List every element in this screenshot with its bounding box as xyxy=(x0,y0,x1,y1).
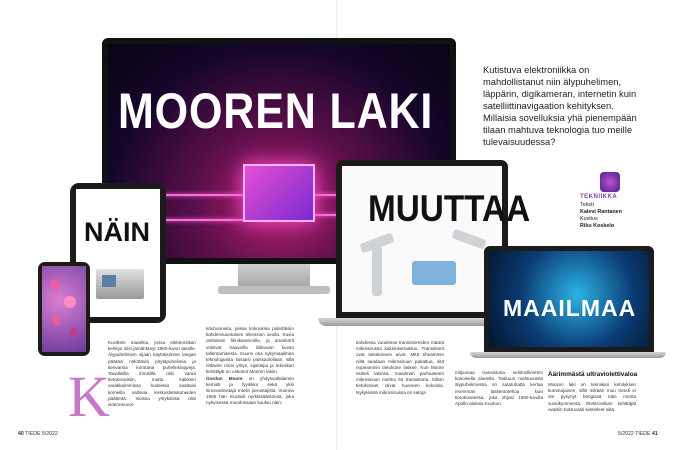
body-column-4: miljoonaa transistoria neliömillimetrin kokoisella alueella. Taskuun mahtuvassa älypuhelimessa on satatuhatta kertaa enemmän laskentotehoa kuin tietokoneessa, joka ohjasi 1960-luvulla Apollo-aluksia Kuuhun. xyxy=(455,370,543,407)
photo-label: Kuvitus xyxy=(580,216,598,222)
brain-image xyxy=(489,251,649,347)
tekniikka-icon xyxy=(600,172,620,192)
lead-paragraph: Kutistuva elektroniikka on mahdollistanut niin älypuhelimen, läppärin, digikameran, internetin kuin satelliittinavigaation kehityksen. Millaisia sovelluksia yhä pienempään tilaan mahtuva teknologia tuo meille tulevaisuudessa? xyxy=(483,64,637,147)
body-column-2: teluhuoneita, joissa kokouksia pidettäisiin kahdensuuntaisen television avulla. Kuvia otettaisiin filmikameroilla, ja amatöörit voisivat haaveilla liikkuvan kuvan tallentamisesta. Suurin osa nykymaailman teknologiasta loistaisi poissaolollaan, sillä riittävän moni yritys, sijoittajia ja tekniikan kehittäjät on uskonut Mooren lakiin. Gordon Moore on yhdysvaltalainen kemisti ja fyysikko sekä yksi sirusvalmistaja Intelin perustajista. Vuonna 1965 hän muotoili nyrkkisääntönsä, joka nykyisessä muodossaan kuuluu näin: xyxy=(206,326,294,406)
body-column-3: kahdessa vuodessa transistoreiden määrä mikrosirussa kaksinkertaistuu. Transistorit ovat tietokoneen aivot. Mitä tiheämmin niitä saadaan mikrosiruun pakattua, sitä nopeammin tietokone laskee. Kun Moore esitteli lakinsa, maailman parhaaseen mikrosiruun mahtui 64 transistoria. Silloin tietokoneet olivat huoneen kokoisia. Nykyisissä mikrosiruissa on satoja xyxy=(356,340,444,395)
robot-arm-image xyxy=(372,246,382,296)
lab-equipment-image xyxy=(412,261,456,285)
body-column-5: Mooren laki on tekniikan kehityksen kummajainen, sillä mikään muu trendi ei ole pysynyt bengissä näin monta vuosikymmentä. Elektroniikan kehittäjät ovatkin toistuvasti kiistelleet siitä, xyxy=(548,382,636,412)
section-category: TEKNIIKKA xyxy=(580,194,618,200)
molecule-atom xyxy=(52,316,61,325)
molecule-image xyxy=(42,266,86,352)
headline-muuttaa: MUUTTAA xyxy=(368,188,531,229)
lithography-machine-image xyxy=(96,269,144,299)
microchip xyxy=(243,164,315,222)
molecule-atom xyxy=(50,280,60,290)
drop-cap: K xyxy=(68,364,110,429)
headline-nain: NÄIN xyxy=(84,217,150,247)
laptop-screen xyxy=(342,166,531,312)
headline-maailmaa: MAAILMAA xyxy=(503,295,637,321)
laptop-illustration xyxy=(336,160,531,318)
headline-mooren-laki: MOOREN LAKI xyxy=(118,83,434,139)
monitor-base xyxy=(218,286,330,294)
molecule-atom xyxy=(70,328,78,336)
author: Kalevi Rantanen xyxy=(580,209,622,215)
illustrator: Riku Koskelo xyxy=(580,223,615,229)
laptop-illustration-2 xyxy=(484,246,654,352)
laptop-base-2 xyxy=(470,352,666,358)
phone-illustration xyxy=(38,262,90,356)
molecule-atom xyxy=(64,296,76,308)
robot-arm-image xyxy=(451,228,486,249)
folio-left: 40 TIEDE 5/2022 xyxy=(18,431,58,437)
body-column-1: Kuvittele maailma, jossa elektroniikan kehitys olisi jämähtänyt 1960-luvun tasolle. Älypuhelimien sijaan käyttäisimme langan päässä nökötäviä pöytäpuhelimia ja tienvarsia korotaria puhelinkioppeja. Tavallisilla ihmisillä olisi varaa tietokoneisiin, mutta kaikkein varakkaimmissa kodeissa saattaisi komeilla valtavia keskustietokoneiden päätteitä. Isoissa yrityksissä olisi videoneuvot- xyxy=(108,340,196,408)
text-label: Teksti xyxy=(580,202,594,208)
folio-right: 5/2022 TIEDE 41 xyxy=(618,431,658,437)
credits xyxy=(580,202,622,230)
subheading: Äärimmästä ultraviolettivaloa xyxy=(548,371,638,378)
monitor-stand xyxy=(238,264,310,288)
